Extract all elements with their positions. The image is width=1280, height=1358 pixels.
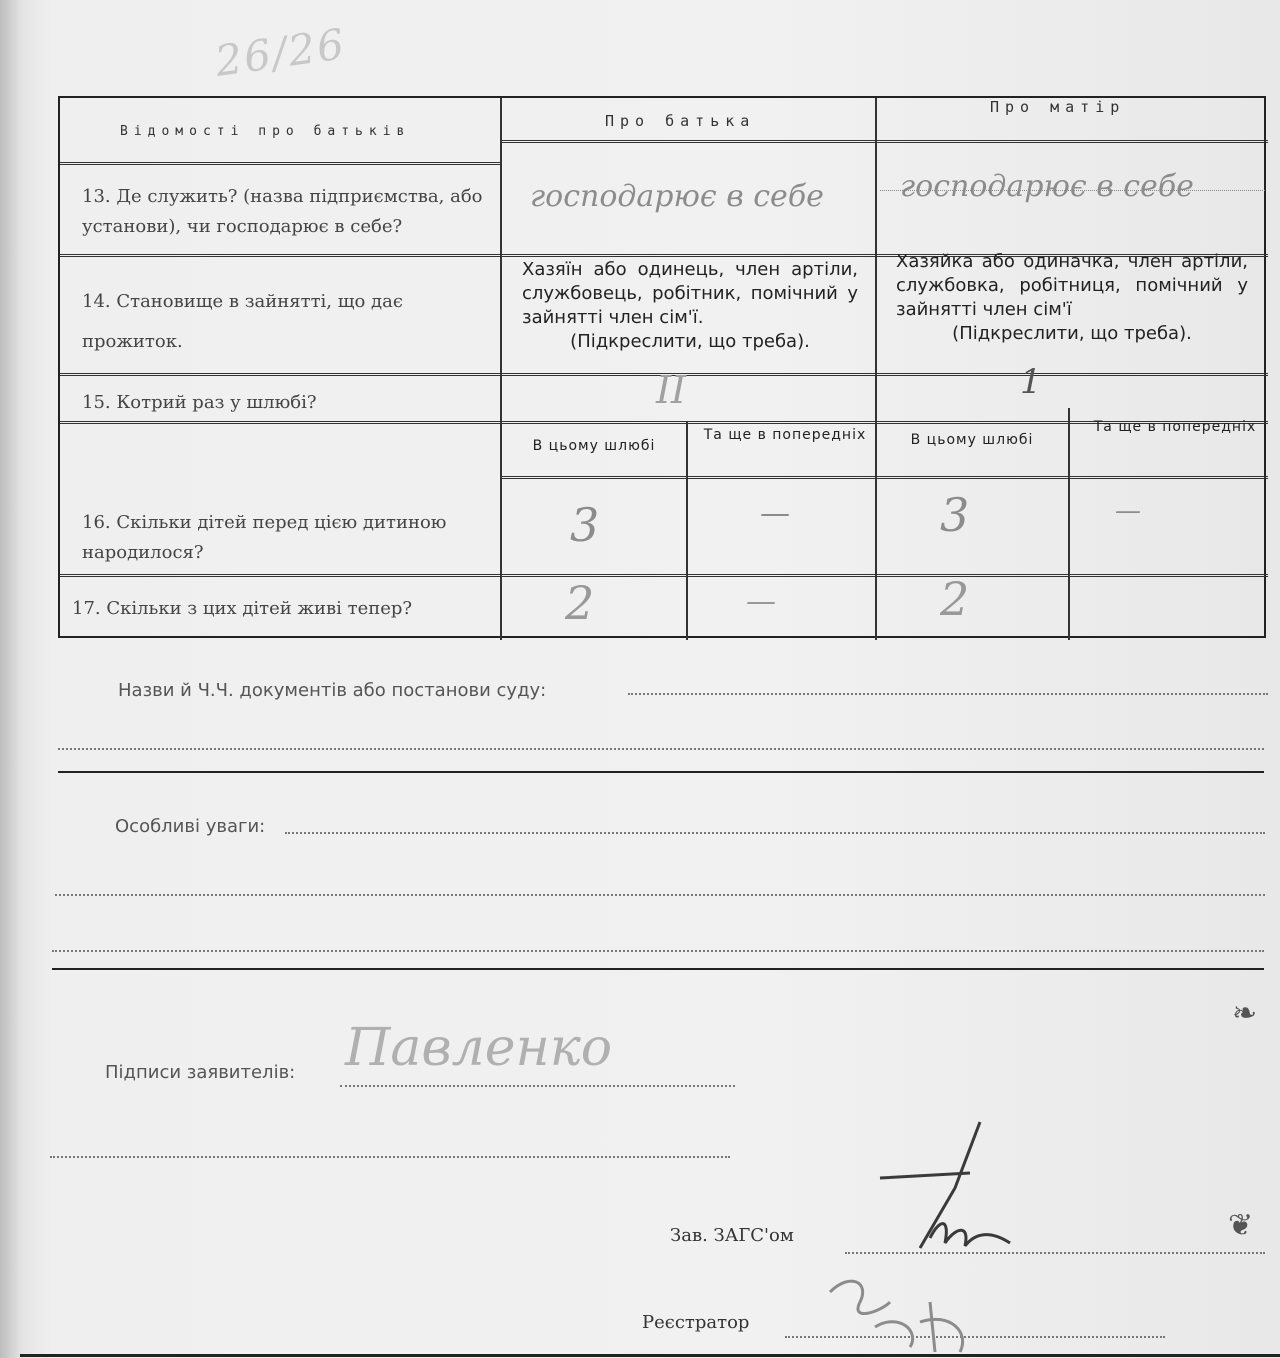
q13-mother-answer: господарює в себе (900, 169, 1194, 204)
q14-mother-note: (Підкреслити, що треба). (952, 323, 1192, 344)
q13-mother-dotline (880, 190, 1265, 191)
documents-section-rule (58, 771, 1264, 773)
sheet-number: 26/26 (212, 19, 349, 86)
q17-father-this: 2 (565, 576, 595, 630)
notes-field-line-3[interactable] (52, 950, 1264, 952)
header-rule-right (500, 140, 1268, 143)
applicants-field-line-2[interactable] (50, 1156, 730, 1158)
row15-rule (60, 421, 1268, 424)
documents-field-line-2[interactable] (58, 748, 1264, 750)
subheader-father-this: В цьому шлюбі (532, 438, 656, 454)
notes-section-rule (52, 968, 1264, 970)
q17-father-prev: — (746, 584, 776, 619)
registrar-signature (820, 1272, 1000, 1358)
q15-question: 15. Котрий раз у шлюбі? (82, 392, 317, 413)
subheader-mother-this: В цьому шлюбі (910, 432, 1034, 448)
ink-blot-top: ❧ (1232, 996, 1258, 1031)
q14-question: 14. Становище в зайнятті, що дає прожиток. (82, 291, 403, 352)
applicants-label: Підписи заявителів: (105, 1062, 296, 1083)
applicant-signature: Павленко (345, 1018, 613, 1078)
q16-father-this: 3 (570, 498, 600, 552)
q13-question: 13. Де служить? (назва підприємства, або установи), чи господарює в себе? (82, 186, 483, 237)
subheader-mother-prev: Та ще в попередніх (1093, 419, 1257, 435)
q17-mother-this: 2 (940, 572, 970, 626)
header-mother: Про матір (990, 98, 1126, 116)
q13-father-answer: господарює в себе (530, 179, 824, 214)
header-info: Відомості про батьків (120, 124, 411, 139)
q16-father-prev: — (760, 496, 790, 531)
col-divider-1 (500, 98, 502, 640)
page-edge-shadow (0, 0, 22, 1358)
q14-father-options (522, 258, 858, 354)
q14-mother-options (896, 250, 1248, 346)
col-divider-mother-sub (1068, 408, 1070, 640)
col-divider-2 (875, 98, 877, 640)
notes-field-line-1[interactable] (285, 832, 1265, 834)
notes-label: Особливі уваги: (115, 816, 266, 837)
notes-field-line-2[interactable] (55, 894, 1265, 896)
col-divider-father-sub (686, 421, 688, 640)
header-rule-left (60, 162, 500, 165)
q15-mother-answer: 1 (1020, 362, 1042, 402)
page-bottom-rule (20, 1354, 1280, 1357)
subheader-rule (500, 476, 1268, 479)
subheader-father-prev: Та ще в попередніх (703, 427, 867, 443)
q14-mother-options-text: Хазяйка або одиначка, член артіли, службовка, робітниця, помічний у зайнятті член сім'ї (896, 251, 1248, 320)
q14-father-note: (Підкреслити, що треба). (570, 331, 810, 352)
documents-label: Назви й Ч.Ч. документів або постанови суду: (118, 680, 547, 701)
ink-blot-bottom: ❦ (1228, 1208, 1254, 1243)
q16-question: 16. Скільки дітей перед цією дитиною народилося? (82, 512, 447, 563)
q14-father-options-text: Хазяїн або одинець, член артіли, службовець, робітник, помічний у зайнятті член сім'ї. (522, 259, 858, 328)
parents-info-table (58, 96, 1266, 638)
head-signature (860, 1118, 1030, 1278)
q16-mother-this: 3 (940, 488, 970, 542)
documents-field-line-1[interactable] (628, 693, 1268, 695)
header-father: Про батька (605, 112, 756, 130)
q17-question: 17. Скільки з цих дітей живі тепер? (72, 598, 413, 619)
q16-mother-prev: — (1115, 496, 1141, 526)
head-label: Зав. ЗАГС'ом (670, 1225, 794, 1246)
registrar-label: Реєстратор (642, 1312, 750, 1333)
q15-father-answer: II (656, 368, 687, 412)
row16-rule (60, 574, 1268, 577)
applicants-field-line-1[interactable] (340, 1085, 735, 1087)
